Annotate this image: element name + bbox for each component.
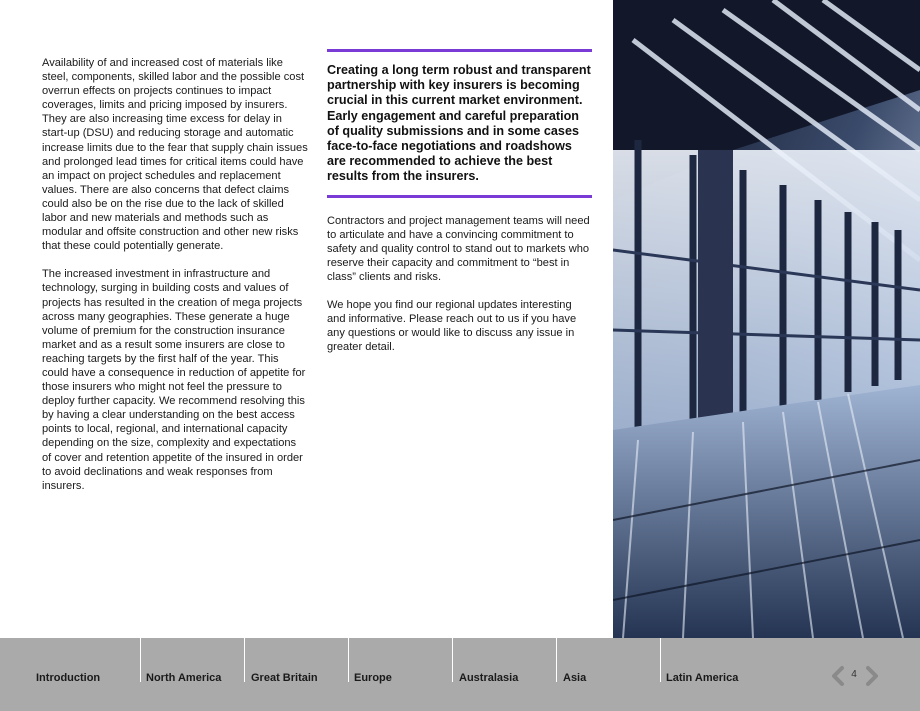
nav-divider xyxy=(348,638,349,682)
footer-navigation xyxy=(0,638,920,711)
nav-north-america[interactable]: North America xyxy=(146,672,222,684)
nav-divider xyxy=(452,638,453,682)
pager xyxy=(829,665,883,687)
nav-divider xyxy=(556,638,557,682)
nav-divider xyxy=(660,638,661,682)
pull-quote: Creating a long term robust and transparent partnership with key insurers is becoming crucial in this current market environment. Early engagement and careful preparation of quality submissions and in some cases face-to-face negotiations and roadshows are recommended to achieve the best results from the insurers. xyxy=(327,63,591,184)
building-interior-illustration xyxy=(613,0,920,638)
nav-great-britain[interactable]: Great Britain xyxy=(251,672,318,684)
nav-europe[interactable]: Europe xyxy=(354,672,392,684)
chevron-right-icon[interactable] xyxy=(863,665,881,687)
pull-quote-bottom-rule xyxy=(327,195,592,198)
body-paragraph: The increased investment in infrastructure and technology, surging in building costs and values of projects has resulted in the creation of mega projects across many geographies. These generate a huge volume of premium for the construction insurance market and as a result some insurers are close to reaching targets by the first half of the year. This could have a consequence in reduction of appetite for those insurers who might not feel the pressure to deploy further capacity. We recommend resolving this by having a clear understanding on the best access points to local, regional, and international capacity depending on the size, complexity and expectations of cover and retention appetite of the insured in order to avoid declinations and weak responses from insurers. xyxy=(42,268,306,492)
chevron-left-icon[interactable] xyxy=(829,665,847,687)
body-paragraph: Contractors and project management teams will need to articulate and have a convincing commitment to safety and quality control to stand out to markets who reserve their capacity and commitment to “best in class” clients and risks. xyxy=(327,214,590,283)
page-number: 4 xyxy=(851,669,857,680)
nav-asia[interactable]: Asia xyxy=(563,672,587,684)
nav-australasia[interactable]: Australasia xyxy=(459,672,519,684)
middle-body xyxy=(327,214,593,355)
building-interior-photo xyxy=(613,0,920,638)
nav-latin-america[interactable]: Latin America xyxy=(666,672,739,684)
nav-divider xyxy=(244,638,245,682)
nav-divider xyxy=(140,638,141,682)
nav-introduction[interactable]: Introduction xyxy=(36,672,101,684)
body-paragraph: Availability of and increased cost of materials like steel, components, skilled labor and the possible cost overrun effects on projects continues to impact coverages, limits and pricing imposed by insurers. They are also increasing time excess for delay in start-up (DSU) and reducing storage and automatic increase limits due to the fear that supply chain issues and prolonged lead times for critical items could have an impact on project schedules and replacement values. There are also concerns that defect claims could also be on the rise due to the lack of skilled labor and new materials and methods such as modular and offsite construction and other new risks that these could potentially generate. xyxy=(42,57,308,253)
middle-text-column xyxy=(327,49,593,368)
left-text-column xyxy=(42,56,308,507)
body-paragraph: We hope you find our regional updates interesting and informative. Please reach out to us if you have any questions or would like to discuss any issue in greater detail. xyxy=(327,299,577,354)
